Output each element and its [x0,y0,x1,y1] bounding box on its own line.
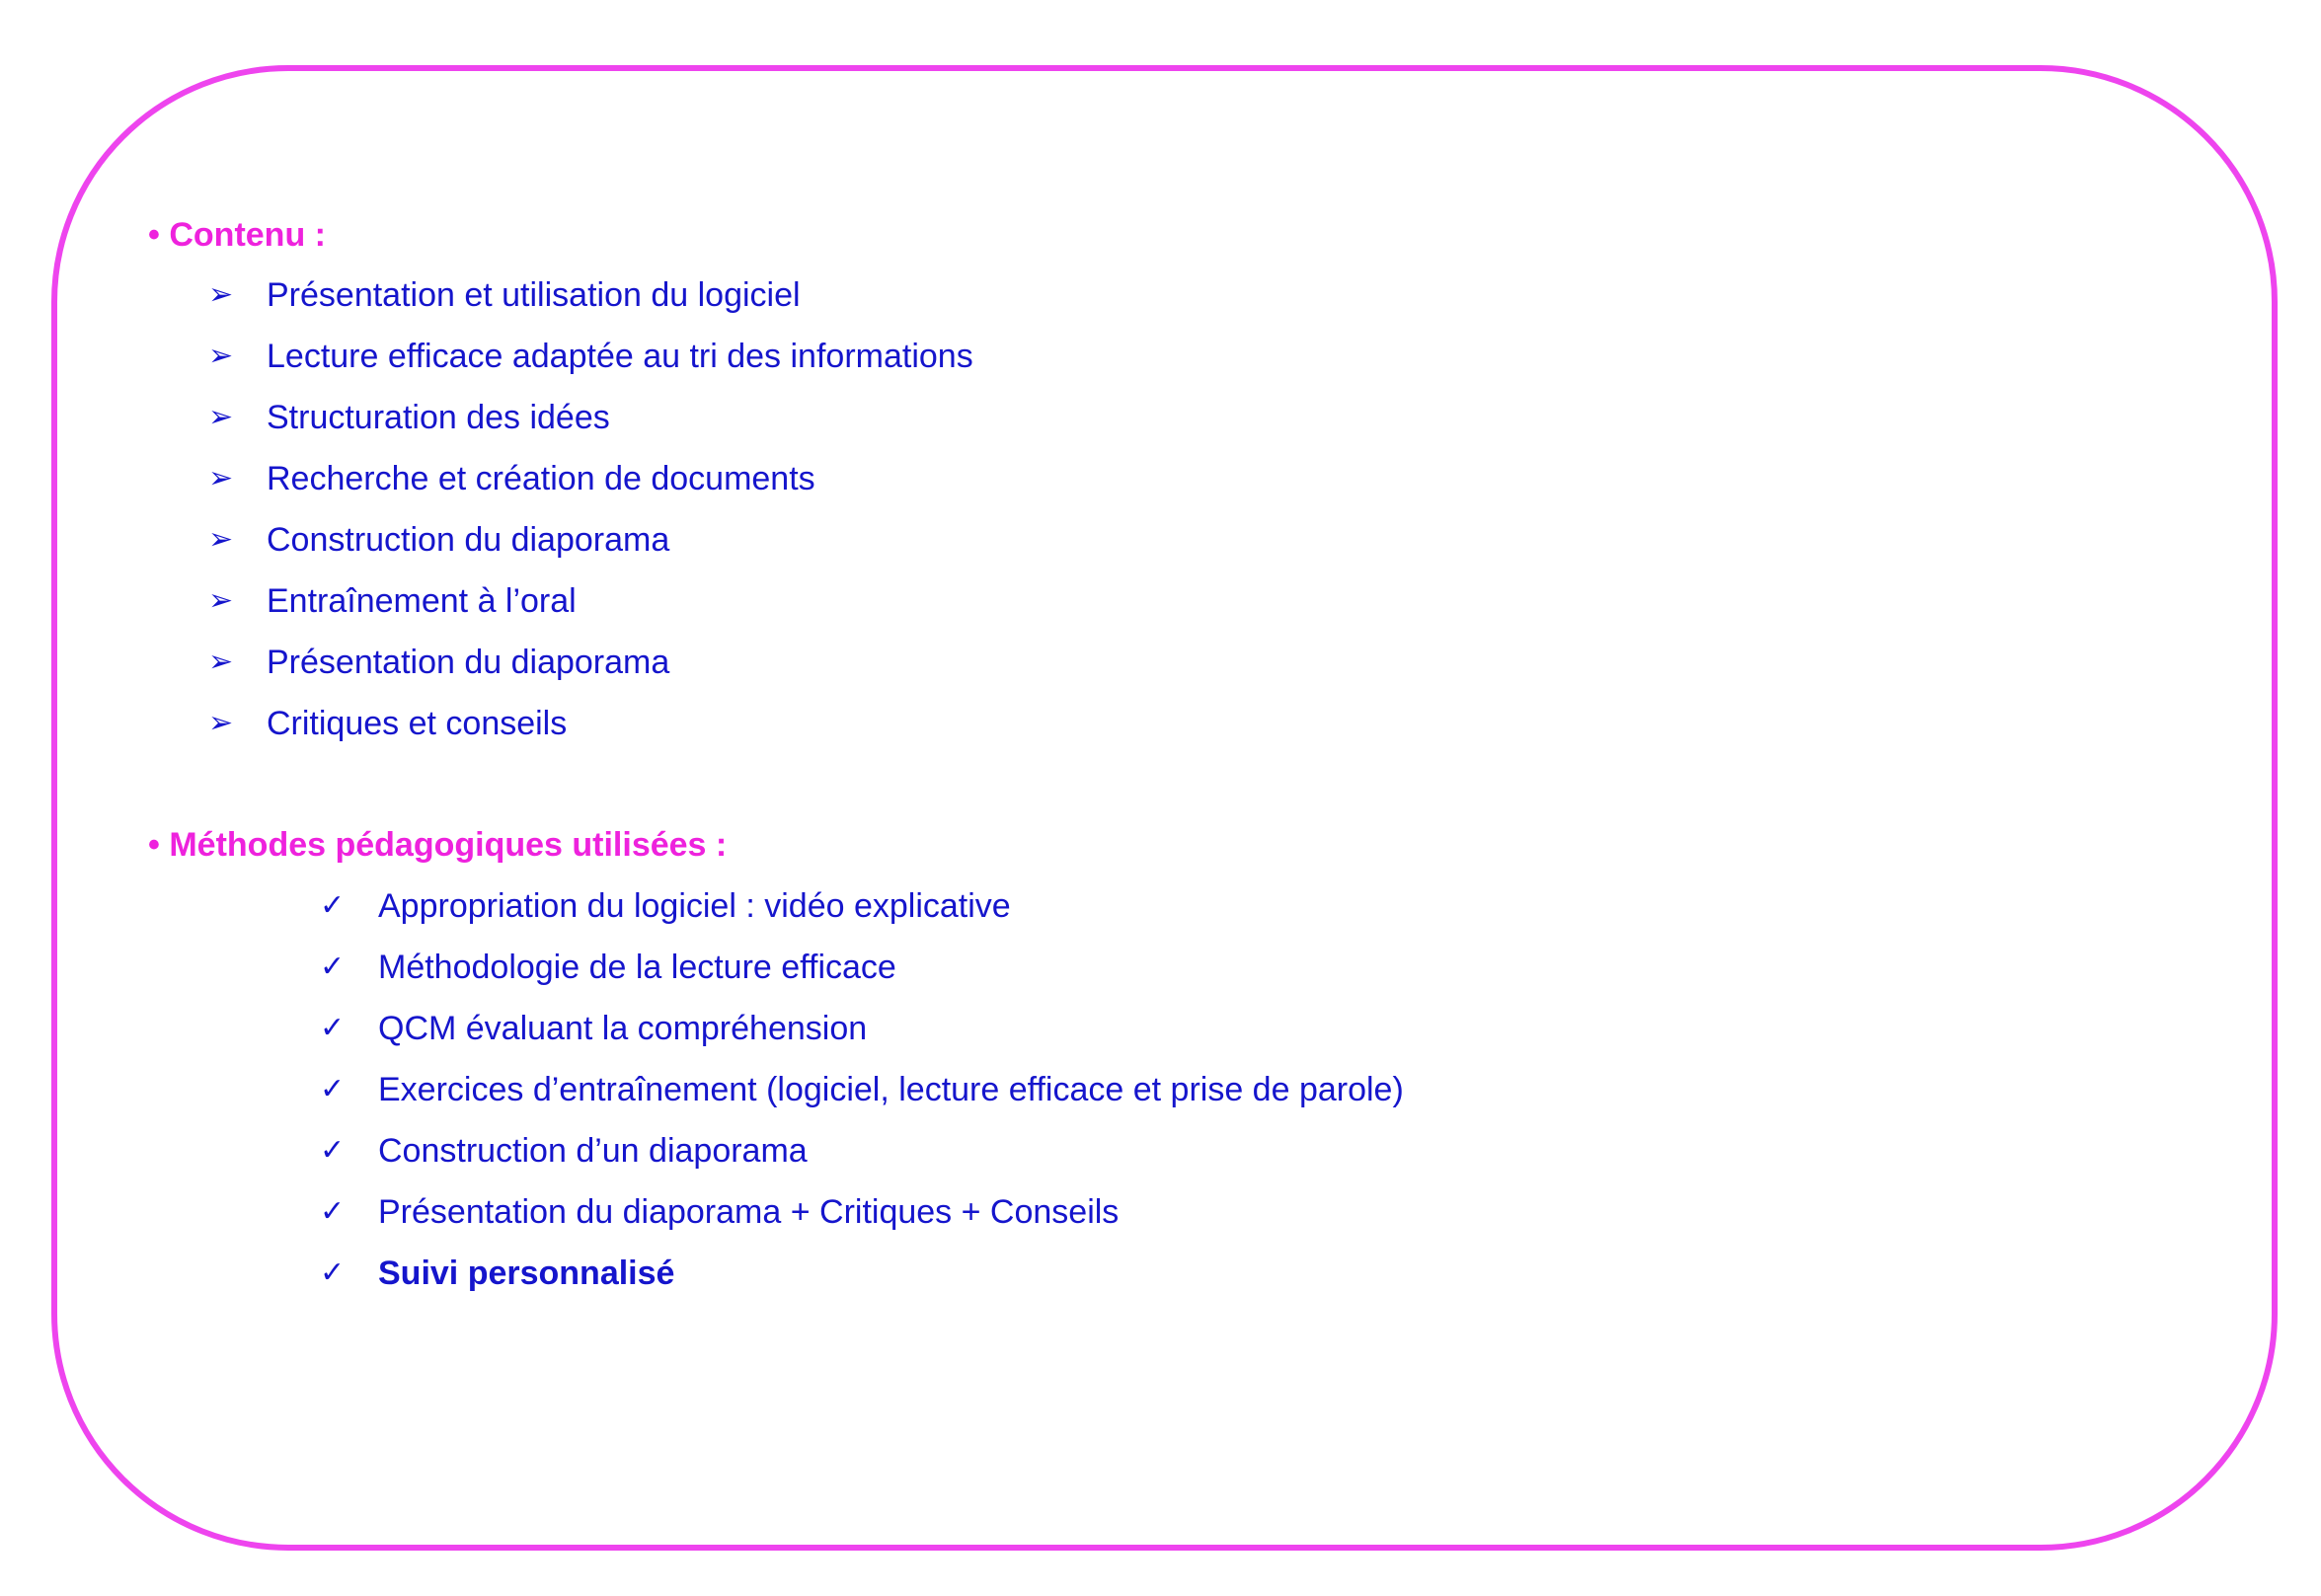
arrowhead-bullet-icon: ➢ [208,400,234,434]
contenu-heading: • Contenu : [148,216,326,254]
arrowhead-bullet-icon: ➢ [208,339,234,373]
checkmark-icon: ✓ [320,1255,346,1290]
arrowhead-bullet-icon: ➢ [208,522,234,557]
arrowhead-bullet-icon: ➢ [208,706,234,740]
arrowhead-bullet-icon: ➢ [208,645,234,679]
checkmark-icon: ✓ [320,1194,346,1229]
checkmark-icon: ✓ [320,1011,346,1045]
checkmark-icon: ✓ [320,888,346,923]
checkmark-icon: ✓ [320,950,346,984]
arrowhead-bullet-icon: ➢ [208,277,234,312]
checkmark-icon: ✓ [320,1133,346,1168]
arrowhead-bullet-icon: ➢ [208,583,234,618]
arrowhead-bullet-icon: ➢ [208,461,234,495]
checkmark-icon: ✓ [320,1072,346,1106]
methodes-heading: • Méthodes pédagogiques utilisées : [148,826,728,864]
